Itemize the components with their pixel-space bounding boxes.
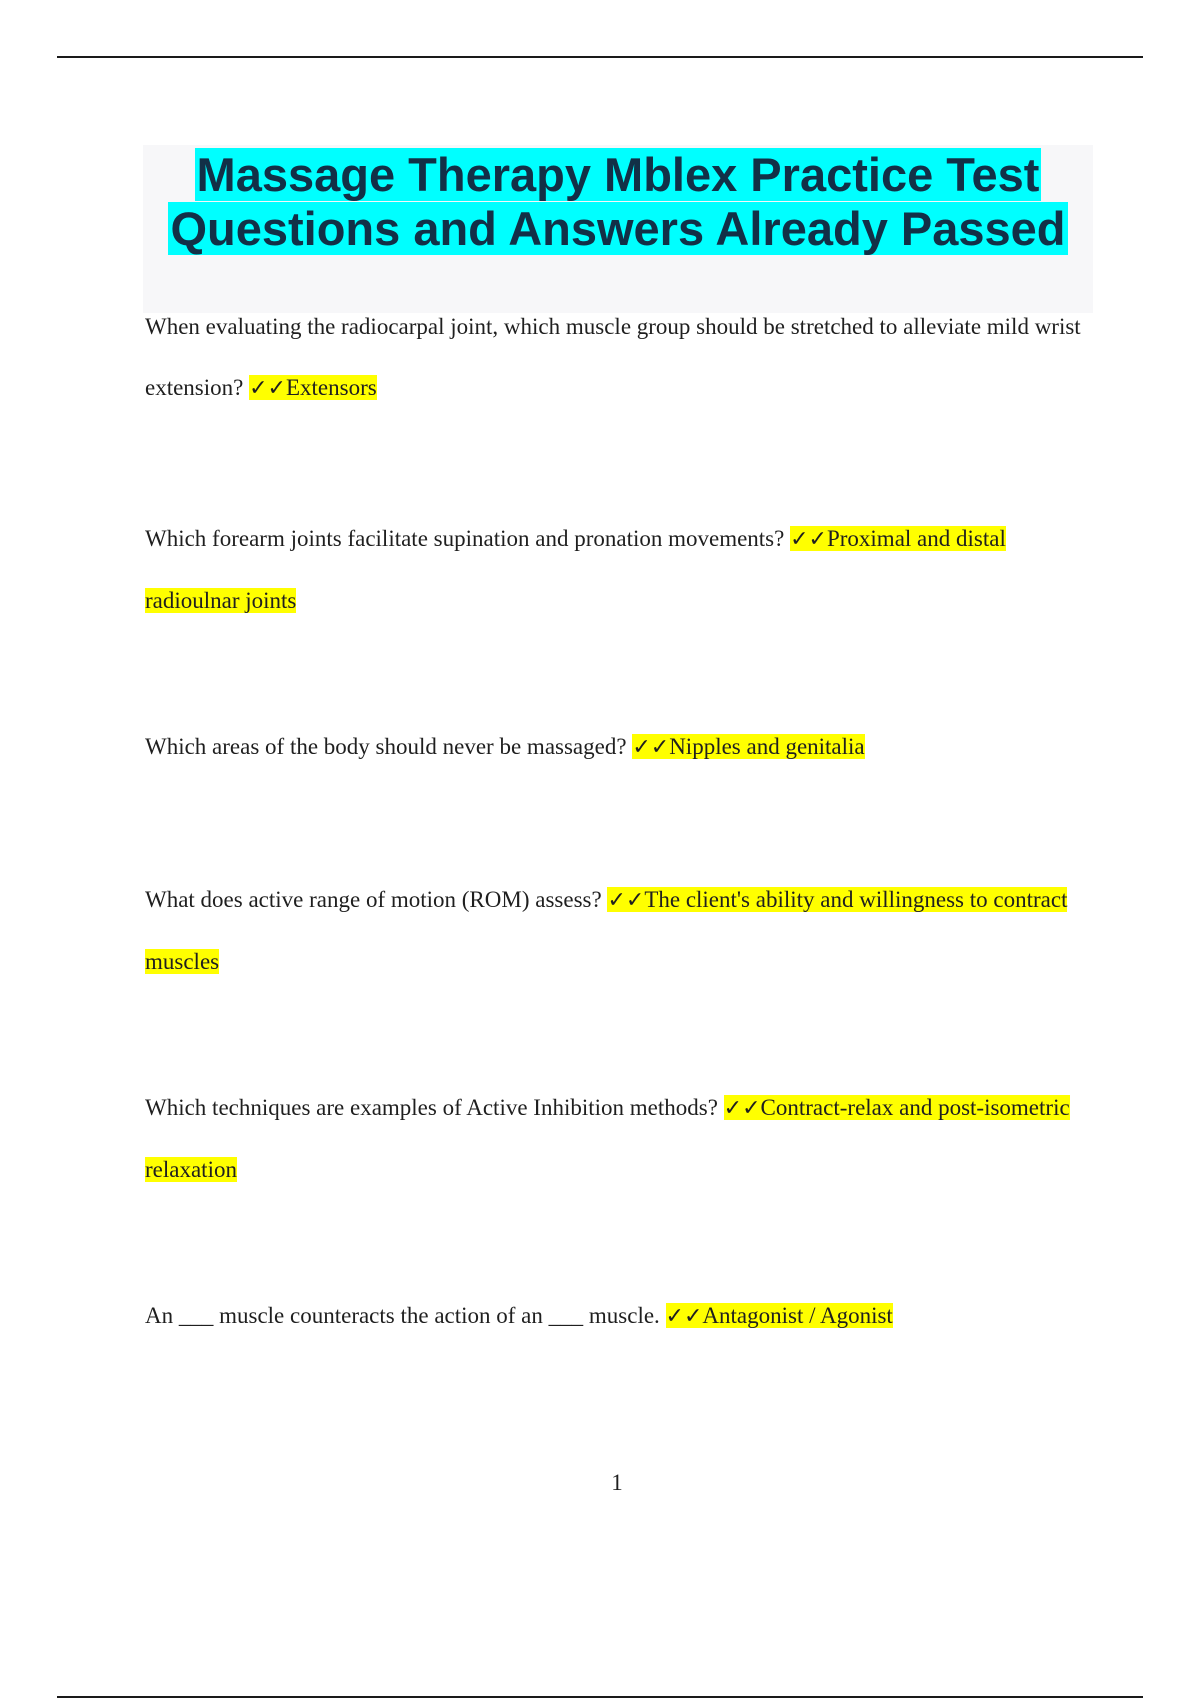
answer-text: The client's ability and willingness to contract muscles: [145, 887, 1068, 974]
document-title: [143, 145, 1093, 256]
title-banner: [143, 145, 1093, 313]
question-text: When evaluating the radiocarpal joint, which muscle group should be stretched to alleviate mild wrist extension?: [145, 314, 1081, 400]
check-mark-icon: ✓✓: [632, 735, 670, 760]
answer-text: Proximal and distal radioulnar joints: [145, 526, 1006, 613]
qa-item-4: [145, 869, 1090, 992]
check-mark-icon: ✓✓: [723, 1096, 761, 1121]
qa-item-6: [145, 1285, 1090, 1347]
qa-item-1: [145, 296, 1090, 419]
qa-item-3: [145, 716, 1090, 778]
qa-item-2: [145, 508, 1090, 631]
qa-item-5: [145, 1077, 1090, 1200]
title-line-1: Massage Therapy Mblex Practice Test: [196, 148, 1040, 201]
answer-highlight: [249, 375, 377, 400]
question-text: Which areas of the body should never be massaged?: [145, 734, 627, 759]
title-line-2: Questions and Answers Already Passed: [170, 202, 1066, 255]
answer-text: Nipples and genitalia: [669, 734, 865, 759]
footer-rule: [57, 1696, 1143, 1698]
question-text: Which forearm joints facilitate supination and pronation movements?: [145, 526, 785, 551]
question-text: Which techniques are examples of Active Inhibition methods?: [145, 1095, 718, 1120]
answer-text: Antagonist / Agonist: [702, 1303, 893, 1328]
check-mark-icon: ✓✓: [665, 1304, 703, 1329]
page-number: 1: [611, 1470, 623, 1495]
answer-highlight: [632, 734, 864, 759]
check-mark-icon: ✓✓: [249, 376, 286, 401]
answer-text: Contract-relax and post-isometric relaxation: [145, 1095, 1070, 1182]
question-text: What does active range of motion (ROM) assess?: [145, 887, 602, 912]
answer-text: Extensors: [285, 375, 377, 400]
header-rule: [57, 56, 1143, 58]
answer-highlight: [666, 1303, 893, 1328]
check-mark-icon: ✓✓: [607, 888, 645, 913]
question-text: An ___ muscle counteracts the action of an ___ muscle.: [145, 1303, 660, 1328]
check-mark-icon: ✓✓: [790, 527, 827, 552]
